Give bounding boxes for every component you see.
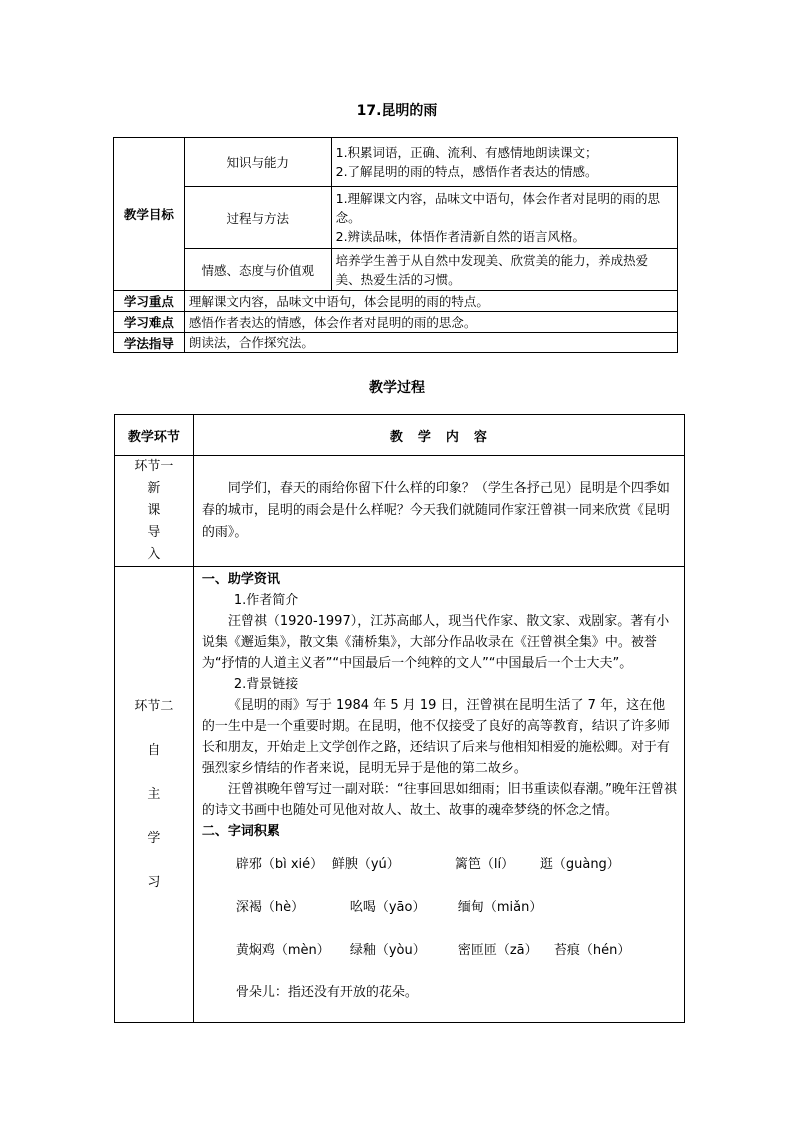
word-definition: 骨朵儿：指还没有开放的花朵。 <box>235 985 418 1000</box>
step-char: 课 <box>147 503 161 518</box>
section-heading: 二、字词积累 <box>201 824 280 839</box>
word-item: 深褐（hè） <box>235 900 305 915</box>
objective-content <box>331 138 677 187</box>
objectives-table <box>113 137 678 353</box>
word-item: 黄焖鸡（mèn） <box>235 943 330 958</box>
word-item: 绿釉（yòu） <box>349 943 426 958</box>
subsection-heading: 1.作者简介 <box>233 593 299 608</box>
step-char: 习 <box>147 874 161 890</box>
step-char: 自 <box>147 742 161 758</box>
word-list <box>202 842 678 1008</box>
background-text: 汪曾祺晚年曾写过一副对联：“往事回思如细雨；旧书重读似春潮。”晚年汪曾祺的诗文书画中也随处可见他对故人、故土、故事的魂牵梦绕的怀念之情。 <box>201 782 677 818</box>
process-table <box>114 414 685 1023</box>
page-title: 17.昆明的雨 <box>356 103 438 119</box>
objective-label: 过程与方法 <box>184 187 331 249</box>
process-col1-header: 教学环节 <box>115 415 194 456</box>
word-item: 吆喝（yāo） <box>349 900 426 915</box>
objective-content <box>331 187 677 249</box>
objective-line: 2.辨读品味，体悟作者清新自然的语言风格。 <box>335 229 586 244</box>
objectives-heading: 教学目标 <box>114 138 185 291</box>
focus-label: 学习重点 <box>114 291 185 312</box>
objective-line: 培养学生善于从自然中发现美、欣赏美的能力，养成热爱美、热爱生活的习惯。 <box>335 252 649 287</box>
method-label: 学法指导 <box>114 333 185 353</box>
step1-text: 同学们，春天的雨给你留下什么样的印象？（学生各抒己见）昆明是个四季如春的城市，昆明的雨会是什么样呢？今天我们就随同作家汪曾祺一同来欣赏《昆明的雨》。 <box>201 481 670 540</box>
objective-label: 情感、态度与价值观 <box>184 249 331 291</box>
word-item: 密匝匝（zā） <box>457 943 538 958</box>
method-text: 朗读法，合作探究法。 <box>184 333 677 353</box>
word-item: 鲜腴（yú） <box>331 857 400 872</box>
objective-line: 1.理解课文内容，品味文中语句，体会作者对昆明的雨的思念。 <box>335 191 661 225</box>
step-char: 入 <box>147 547 161 562</box>
process-title: 教学过程 <box>369 380 425 396</box>
focus-text: 理解课文内容，品味文中语句，体会昆明的雨的特点。 <box>184 291 677 312</box>
step-char: 环节二 <box>134 698 174 714</box>
author-text: 汪曾祺（1920-1997），江苏高邮人，现当代作家、散文家、戏剧家。著有小说集《邂逅集》，散文集《蒲桥集》，大部分作品收录在《汪曾祺全集》中。被誉为“抒情的人道主义者”“中国最后一个纯粹的文人”“中国最后一个士大夫”。 <box>201 614 670 671</box>
word-item: 逛（guàng） <box>539 857 620 872</box>
word-item: 缅甸（miǎn） <box>457 900 543 915</box>
process-col2-header: 教 学 内 容 <box>193 415 684 456</box>
step-char: 导 <box>147 525 161 540</box>
step-char: 环节一 <box>134 459 174 474</box>
objective-label: 知识与能力 <box>184 138 331 187</box>
difficulty-label: 学习难点 <box>114 312 185 333</box>
word-item: 篱笆（lí） <box>454 857 515 872</box>
word-item: 苔痕（hén） <box>553 943 631 958</box>
step2-label <box>115 567 194 1023</box>
objective-content <box>331 249 677 291</box>
objective-line: 2.了解昆明的雨的特点，感悟作者表达的情感。 <box>335 164 598 179</box>
background-text: 《昆明的雨》写于 1984 年 5 月 19 日，汪曾祺在昆明生活了 7 年，这在他的一生中是一个重要时期。在昆明，他不仅接受了良好的高等教育，结识了许多师长和朋友，开始走上文学创作之路，还结识了后来与他相知相爱的施松卿。对于有强烈家乡情结的作者来说，昆明无异于是他的第二故乡。 <box>201 698 670 776</box>
step-char: 主 <box>147 786 161 802</box>
step1-content <box>193 456 684 567</box>
word-item: 辟邪（bì xié） <box>235 857 324 872</box>
step-char: 学 <box>147 830 161 846</box>
step1-label <box>115 456 194 567</box>
difficulty-text: 感悟作者表达的情感，体会作者对昆明的雨的思念。 <box>184 312 677 333</box>
step-char: 新 <box>147 481 161 496</box>
objective-line: 1.积累词语，正确、流利、有感情地朗读课文； <box>335 145 598 160</box>
step2-content <box>193 567 684 1023</box>
section-heading: 一、助学资讯 <box>201 572 280 587</box>
subsection-heading: 2.背景链接 <box>233 677 299 692</box>
